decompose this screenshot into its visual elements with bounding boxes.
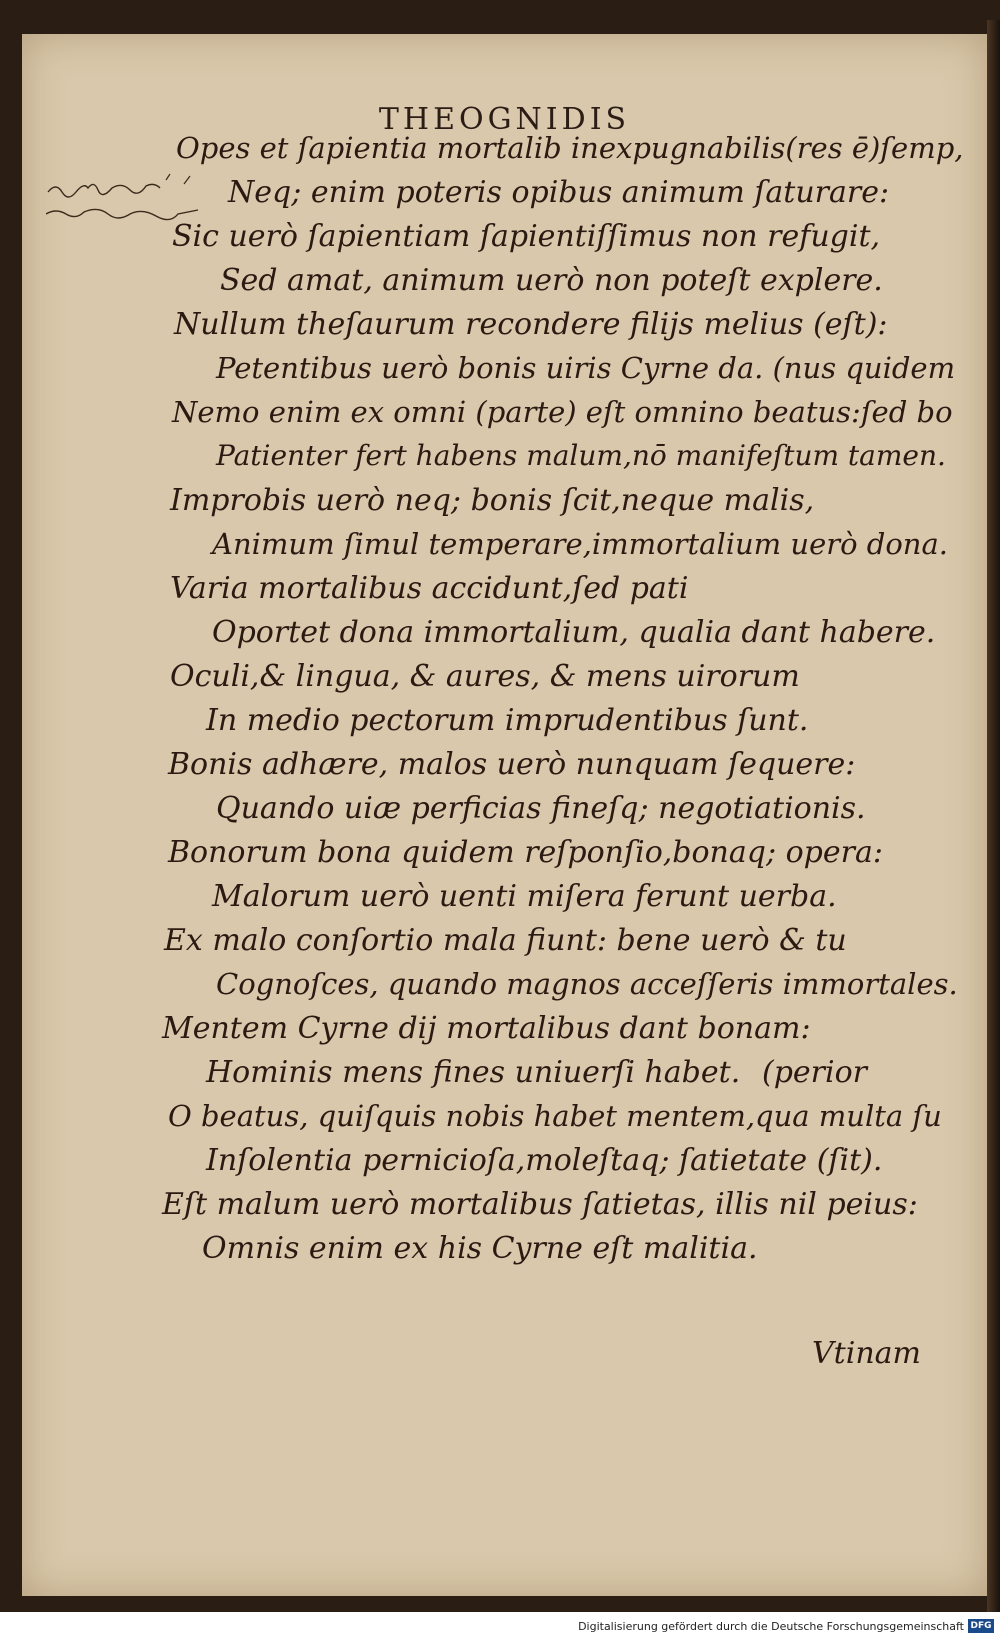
verse-line: Malorum uerò uenti miſera ferunt uerba. xyxy=(212,879,837,914)
page-header: THEOGNIDIS xyxy=(378,102,631,137)
verse-line: Eſt malum uerò mortalibus ſatietas, illis nil peius: xyxy=(162,1187,918,1222)
verse-line: Oportet dona immortalium, qualia dant habere. xyxy=(212,615,936,650)
verse-line: In medio pectorum imprudentibus ſunt. xyxy=(206,703,809,738)
verse-line: Ex malo conſortio mala fiunt: bene uerò & tu xyxy=(164,923,847,958)
verse-line: Petentibus uerò bonis uiris Cyrne da. (nus quidem xyxy=(216,351,956,385)
verse-line: Bonis adhære, malos uerò nunquam ſequere: xyxy=(168,747,856,782)
verse-line: Nemo enim ex omni (parte) eſt omnino beatus:ſed bo xyxy=(172,395,953,429)
dfg-logo: DFG xyxy=(968,1619,994,1633)
digitization-footer xyxy=(0,1612,1000,1640)
verse-line: Bonorum bona quidem reſponſio,bonaq; opera: xyxy=(168,835,883,870)
verse-line-fragment: (perior xyxy=(762,1055,867,1090)
verse-line: Neq; enim poteris opibus animum ſaturare: xyxy=(228,175,890,210)
verse-line: Opes et ſapientia mortalib inexpugnabilis(res ē)ſemp, xyxy=(176,131,964,165)
verse-line: Animum ſimul temperare,immortalium uerò dona. xyxy=(212,527,948,561)
verse-line: Cognoſces, quando magnos acceſſeris immortales. xyxy=(216,967,958,1001)
book-page xyxy=(22,34,987,1596)
verse-line: Patienter fert habens malum,nō manifeſtum tamen. xyxy=(216,439,946,472)
verse-line: Oculi,& lingua, & aures, & mens uirorum xyxy=(170,659,800,694)
verse-line: Sic uerò ſapientiam ſapientiſſimus non refugit, xyxy=(172,219,881,254)
verse-line: Improbis uerò neq; bonis ſcit,neque malis, xyxy=(170,483,815,518)
verse-line: Inſolentia pernicioſa,moleſtaq; ſatietate (ſit). xyxy=(206,1143,883,1178)
verse-line: Hominis mens fines uniuerſi habet. xyxy=(206,1055,741,1090)
footer-credit: Digitalisierung gefördert durch die Deutsche Forschungsgemeinschaft xyxy=(578,1620,964,1633)
verse-line: Varia mortalibus accidunt,ſed pati xyxy=(170,571,689,606)
verse-line: Quando uiæ perficias fineſq; negotiationis. xyxy=(216,791,866,826)
verse-line: Omnis enim ex his Cyrne eſt malitia. xyxy=(202,1231,758,1266)
verse-line: O beatus, quiſquis nobis habet mentem,qua multa ſu xyxy=(168,1099,942,1133)
book-spine-edge xyxy=(987,20,1000,1612)
catchword: Vtinam xyxy=(812,1336,921,1371)
verse-line: Nullum theſaurum recondere filijs melius (eſt): xyxy=(174,307,888,342)
verse-line: Sed amat, animum uerò non poteſt explere. xyxy=(220,263,883,298)
verse-line: Mentem Cyrne dij mortalibus dant bonam: xyxy=(162,1011,811,1046)
